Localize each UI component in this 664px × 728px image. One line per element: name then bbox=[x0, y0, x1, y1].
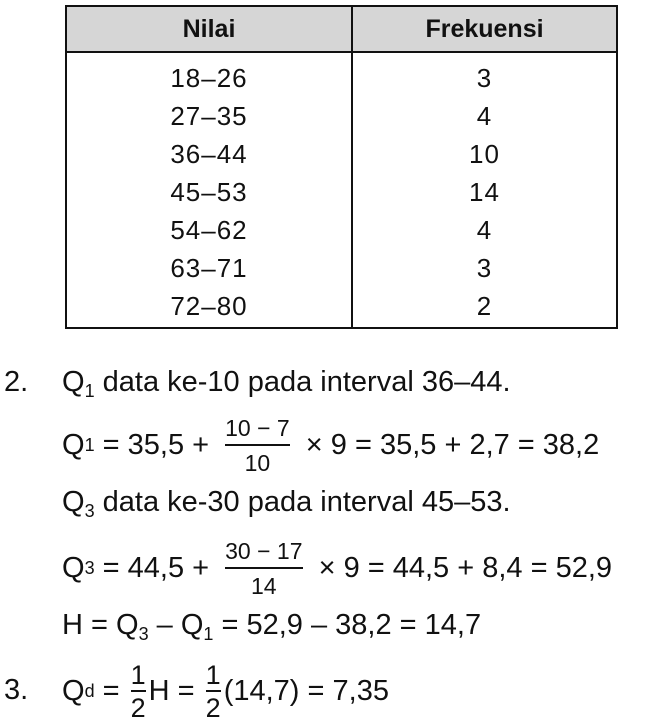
table-cell-frekuensi: 3 bbox=[476, 63, 493, 93]
fraction-bar bbox=[131, 690, 146, 692]
item-number-2: 2. bbox=[4, 366, 29, 398]
q1-eq-after: × 9 = 35,5 + 2,7 = 38,2 bbox=[297, 428, 600, 461]
item-number-3: 3. bbox=[4, 674, 29, 706]
table-header-row bbox=[67, 7, 616, 53]
qd-end: (14,7) = 7,35 bbox=[223, 674, 389, 707]
table-cell-nilai: 27–35 bbox=[170, 101, 248, 131]
table-cell-nilai: 54–62 bbox=[170, 215, 248, 245]
qd-fraction-1-denominator: 2 bbox=[130, 692, 146, 723]
q1-fraction-numerator: 10 − 7 bbox=[225, 414, 290, 441]
qd-symbol: Q bbox=[62, 674, 85, 707]
table-cell-nilai: 63–71 bbox=[170, 253, 248, 283]
qd-fraction-1-numerator: 1 bbox=[130, 659, 146, 690]
q1-sentence-text: data ke-10 pada interval 36–44. bbox=[94, 366, 511, 398]
frequency-table bbox=[65, 5, 618, 329]
h-eq-part3: = 52,9 – 38,2 = 14,7 bbox=[213, 609, 482, 641]
h-equation bbox=[62, 608, 481, 642]
q3-eq-symbol: Q bbox=[62, 551, 85, 584]
q3-sentence-text: data ke-30 pada interval 45–53. bbox=[94, 486, 511, 518]
q3-eq-before: = 44,5 + bbox=[94, 551, 218, 584]
q3-sentence bbox=[62, 485, 511, 519]
q1-equation: Q 1 = 35,5 + $\frac{10 - 7}{10}$ × 9 = 35,5 + 2,7 = 38,2 bbox=[62, 414, 600, 476]
table-cell-nilai: 36–44 bbox=[170, 139, 248, 169]
q3-fraction-numerator: 30 − 17 bbox=[225, 537, 303, 564]
qd-eq1: = bbox=[94, 674, 128, 707]
q1-subscript: 1 bbox=[84, 381, 95, 401]
fraction-bar bbox=[225, 567, 302, 569]
qd-fraction-2 bbox=[206, 661, 221, 722]
q3-symbol: Q bbox=[62, 486, 85, 518]
qd-fraction-1 bbox=[131, 661, 146, 722]
q3-subscript: 3 bbox=[84, 501, 95, 521]
q3-fraction bbox=[225, 538, 302, 599]
h-eq-part2: – Q bbox=[148, 609, 204, 641]
q1-eq-before: = 35,5 + bbox=[94, 428, 218, 461]
q1-fraction-denominator: 10 bbox=[244, 449, 271, 476]
q1-symbol: Q bbox=[62, 366, 85, 398]
q1-fraction bbox=[225, 415, 290, 476]
q3-fraction-denominator: 14 bbox=[251, 572, 277, 599]
table-cell-frekuensi: 4 bbox=[476, 101, 493, 131]
q3-equation: Q 3 = 44,5 + $\frac{30 - 17}{14}$ × 9 = 44,5 + 8,4 = 52,9 bbox=[62, 537, 613, 599]
table-cell-nilai: 72–80 bbox=[170, 291, 248, 321]
qd-fraction-2-numerator: 1 bbox=[205, 659, 221, 690]
h-eq-sub2: 1 bbox=[203, 624, 214, 644]
table-cell-nilai: 18–26 bbox=[170, 63, 248, 93]
q1-eq-symbol: Q bbox=[62, 428, 85, 461]
table-cell-frekuensi: 3 bbox=[476, 253, 493, 283]
table-cell-frekuensi: 4 bbox=[476, 215, 493, 245]
h-eq-part1: H = Q bbox=[62, 609, 139, 641]
q3-eq-after: × 9 = 44,5 + 8,4 = 52,9 bbox=[310, 551, 613, 584]
qd-equation: Q d = $\frac{1}{2}$ H = $\frac{1}{2}$ (14,7) = 7,35 bbox=[62, 659, 389, 723]
header-frekuensi: Frekuensi bbox=[425, 15, 544, 43]
table-cell-frekuensi: 14 bbox=[469, 177, 500, 207]
table-cell-frekuensi: 2 bbox=[476, 291, 493, 321]
h-eq-sub1: 3 bbox=[138, 624, 149, 644]
fraction-bar bbox=[225, 444, 290, 446]
fraction-bar bbox=[206, 690, 221, 692]
qd-mid: H = bbox=[148, 674, 203, 707]
qd-fraction-2-denominator: 2 bbox=[205, 692, 221, 723]
header-nilai: Nilai bbox=[182, 15, 236, 43]
q1-sentence bbox=[62, 365, 511, 399]
table-cell-nilai: 45–53 bbox=[170, 177, 248, 207]
table-cell-frekuensi: 10 bbox=[469, 139, 500, 169]
